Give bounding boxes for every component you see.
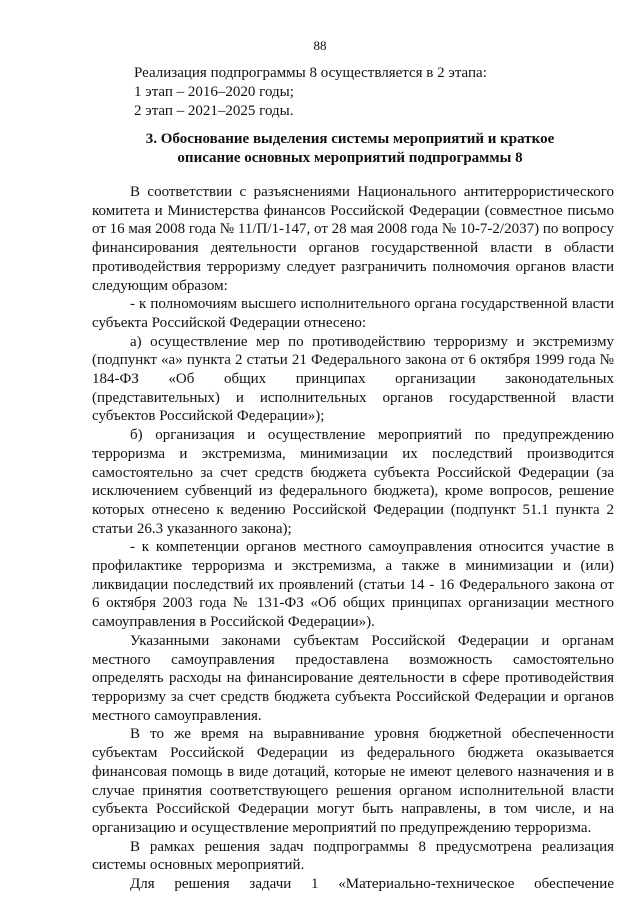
stage-1-line: 1 этап – 2016–2020 годы;: [134, 84, 294, 100]
stages-intro-line: Реализация подпрограммы 8 осуществляется в 2 этапа:: [134, 65, 487, 81]
paragraph-item-a: а) осуществление мер по противодействию терроризму и экстремизму (подпункт «а» пункта 2 статьи 21 Федерального закона от 6 октября 1999 года № 184-ФЗ «Об общих принципах организации законодательных (представительных) и исполнительных органов государственной власти субъектов Российской Федерации»);: [92, 333, 614, 425]
section-body: [92, 183, 614, 894]
paragraph-item-b: б) организация и осуществление мероприятий по предупреждению терроризма и экстремизма, минимизации их последствий производится самостоятельно за счет средств бюджета субъекта Российской Федерации (за исключением субвенций из федерального бюджета), кроме вопросов, решение которых отнесено к ведению Российской Федерации (подпункт 51.1 пункта 2 статьи 26.3 указанного закона);: [92, 427, 614, 537]
paragraph-federal-support: В то же время на выравнивание уровня бюджетной обеспеченности субъектам Российской Федерации из федерального бюджета оказывается финансовая помощь в виде дотаций, которые не имеют целевого назначения и в случае принятия соответствующего решения органом исполнительной власти субъекта Российской Федерации могут быть направлены, в том числе, и на организацию и осуществление мероприятий по предупреждению терроризма.: [92, 726, 614, 836]
paragraph-local-competence: - к компетенции органов местного самоуправления относится участие в профилактике терроризма и экстремизма, а также в минимизации и (или) ликвидации последствий их проявлений (статьи 14 - 16 Федерального закона от 6 октября 2003 года № 131-ФЗ «Об общих принципах организации местного самоуправления в Российской Федерации»).: [92, 539, 614, 631]
paragraph-regional-powers: - к полномочиям высшего исполнительного органа государственной власти субъекта Российской Федерации отнесено:: [92, 296, 614, 331]
section-heading: [90, 130, 610, 168]
section-heading-line-2: описание основных мероприятий подпрограммы 8: [177, 150, 523, 166]
paragraph-clarifications: В соответствии с разъяснениями Национального антитеррористического комитета и Министерства финансов Российской Федерации (совместное письмо от 16 мая 2008 года № 11/П/1-147, от 28 мая 2008 года № 10-7-2/2037) по вопросу финансирования деятельности органов государственной власти в области противодействия терроризму следует разграничить полномочия органов власти следующим образом:: [92, 184, 614, 294]
paragraph-task-1: Для решения задачи 1 «Материально-техническое обеспечение: [130, 876, 614, 893]
implementation-stages: [134, 64, 487, 121]
paragraph-activities-system: В рамках решения задач подпрограммы 8 предусмотрена реализация системы основных мероприятий.: [92, 838, 614, 874]
page-number: 88: [313, 38, 327, 53]
stage-2-line: 2 этап – 2021–2025 годы.: [134, 103, 294, 119]
paragraph-laws-provision: Указанными законами субъектам Российской Федерации и органам местного самоуправления предоставлена возможность самостоятельно определять расходы на финансирование деятельности в сфере противодействия терроризму за счет средств бюджета субъекта Российской Федерации и органов местного самоуправления.: [92, 632, 614, 724]
section-heading-line-1: 3. Обоснование выделения системы мероприятий и краткое: [145, 131, 555, 147]
